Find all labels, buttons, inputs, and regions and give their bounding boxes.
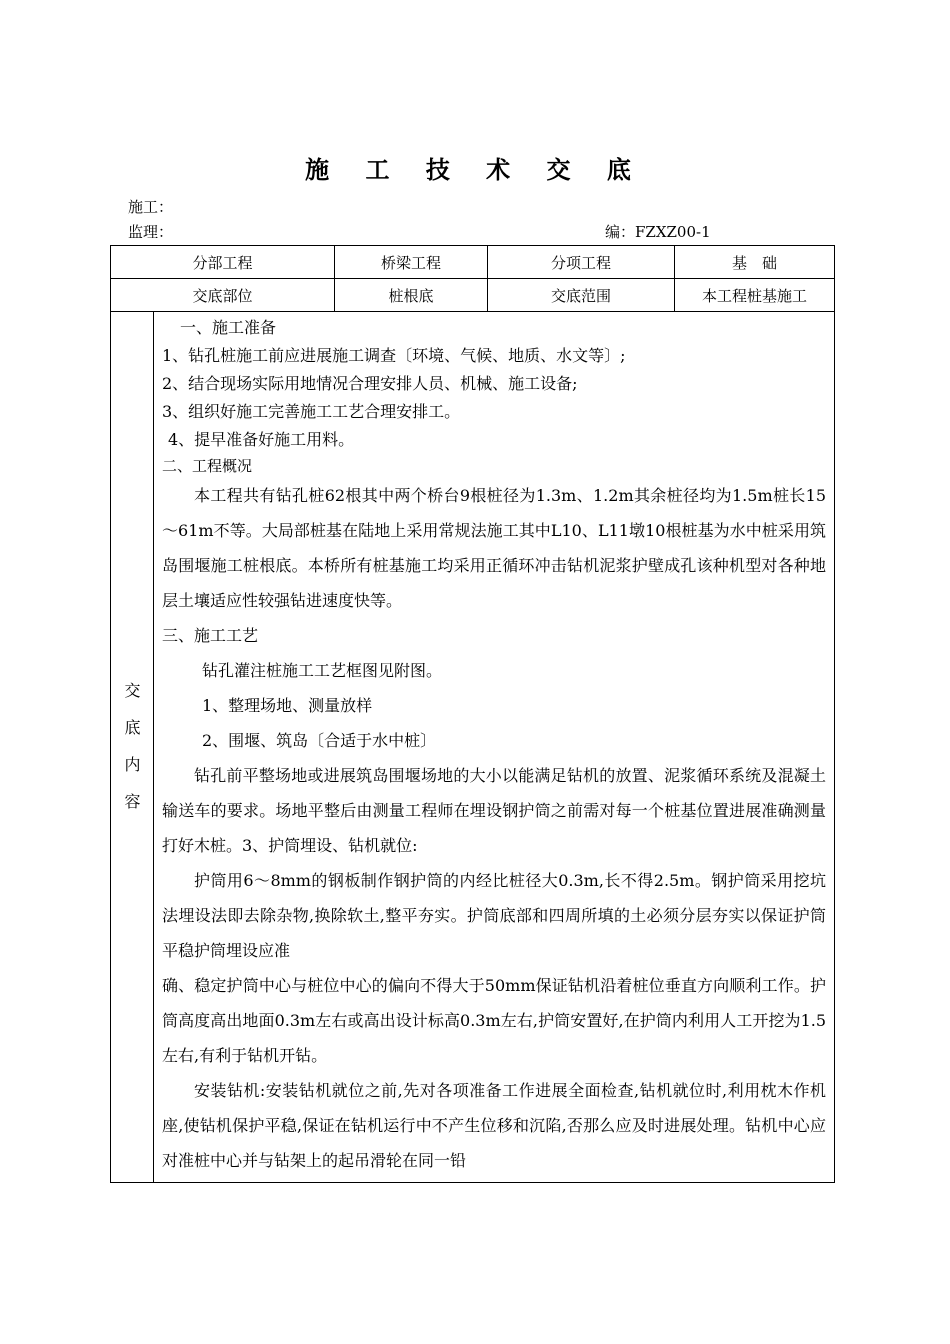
cell-division-project-value: 桥梁工程 [335, 246, 488, 279]
prep-item-1: 1、钻孔桩施工前应进展施工调查〔环境、气候、地质、水文等〕; [162, 346, 626, 365]
document-title: 施 工 技 术 交 底 [305, 155, 645, 184]
cell-disclosure-part-label: 交底部位 [111, 279, 335, 312]
prep-item-3: 3、组织好施工完善施工工艺合理安排工。 [162, 402, 461, 421]
supervision-label: 监理： [128, 223, 174, 241]
table-row [111, 246, 835, 279]
cell-subitem-project-label: 分项工程 [488, 246, 675, 279]
table-row [111, 312, 835, 1183]
disclosure-content-side-label [111, 312, 154, 1183]
section-3-title: 三、施工工艺 [162, 626, 259, 645]
cell-subitem-project-value: 基 础 [675, 246, 835, 279]
table-row [111, 279, 835, 312]
process-step-2: 2、围堰、筑岛〔合适于水中桩〕 [202, 731, 437, 750]
casing-paragraph: 护筒用6～8mm的钢板制作钢护筒的内经比桩径大0.3m,长不得2.5m。钢护筒采用挖坑法埋设法即去除杂物,换除软土,整平夯实。护筒底部和四周所填的土必须分层夯实以保证护筒平稳护筒埋设应准 [162, 871, 827, 960]
drill-install-paragraph: 安装钻机:安装钻机就位之前,先对各项准备工作进展全面检查,钻机就位时,利用枕木作机座,使钻机保护平稳,保证在钻机运行中不产生位移和沉陷,否那么应及时进展处理。钻机中心应对准桩中心并与钻架上的起吊滑轮在同一铅 [162, 1081, 827, 1170]
overview-paragraph: 本工程共有钻孔桩62根其中两个桥台9根桩径为1.3m、1.2m其余桩径均为1.5m桩长15～61m不等。大局部桩基在陆地上采用常规法施工其中L10、L11墩10根桩基为水中桩采用筑岛围堰施工桩根底。本桥所有桩基施工均采用正循环冲击钻机泥浆护壁成孔该种机型对各种地层土壤适应性较强钻进速度快等。 [162, 486, 827, 610]
side-char: 内 [124, 755, 141, 774]
cell-division-project-label: 分部工程 [111, 246, 335, 279]
side-char: 容 [124, 792, 141, 811]
process-step-1: 1、整理场地、测量放样 [202, 696, 373, 715]
section-2-title: 二、工程概况 [162, 457, 253, 475]
prep-item-4: 4、提早准备好施工用料。 [168, 430, 355, 449]
side-char: 底 [124, 718, 141, 737]
disclosure-table [110, 245, 835, 1183]
cell-disclosure-scope-value: 本工程桩基施工 [675, 279, 835, 312]
document-number: 编：FZXZ00-1 [605, 223, 711, 241]
cell-disclosure-part-value: 桩根底 [335, 279, 488, 312]
construction-label: 施工： [128, 198, 174, 216]
casing-paragraph-continued: 确、稳定护筒中心与桩位中心的偏向不得大于50mm保证钻机沿着桩位垂直方向顺利工作。护筒高度高出地面0.3m左右或高出设计标高0.3m左右,护筒安置好,在护筒内利用人工开挖为1.5左右,有利于钻机开钻。 [162, 976, 827, 1065]
prep-item-2: 2、结合现场实际用地情况合理安排人员、机械、施工设备; [162, 374, 578, 393]
disclosure-content [154, 312, 835, 1183]
process-intro: 钻孔灌注桩施工工艺框图见附图。 [202, 661, 443, 680]
cell-disclosure-scope-label: 交底范围 [488, 279, 675, 312]
site-leveling-paragraph: 钻孔前平整场地或进展筑岛围堰场地的大小以能满足钻机的放置、泥浆循环系统及混凝土输送车的要求。场地平整后由测量工程师在埋设钢护筒之前需对每一个桩基位置进展准确测量打好木桩。3、护筒埋设、钻机就位: [162, 766, 827, 855]
side-char: 交 [124, 681, 141, 700]
section-1-title: 一、施工准备 [180, 318, 277, 337]
